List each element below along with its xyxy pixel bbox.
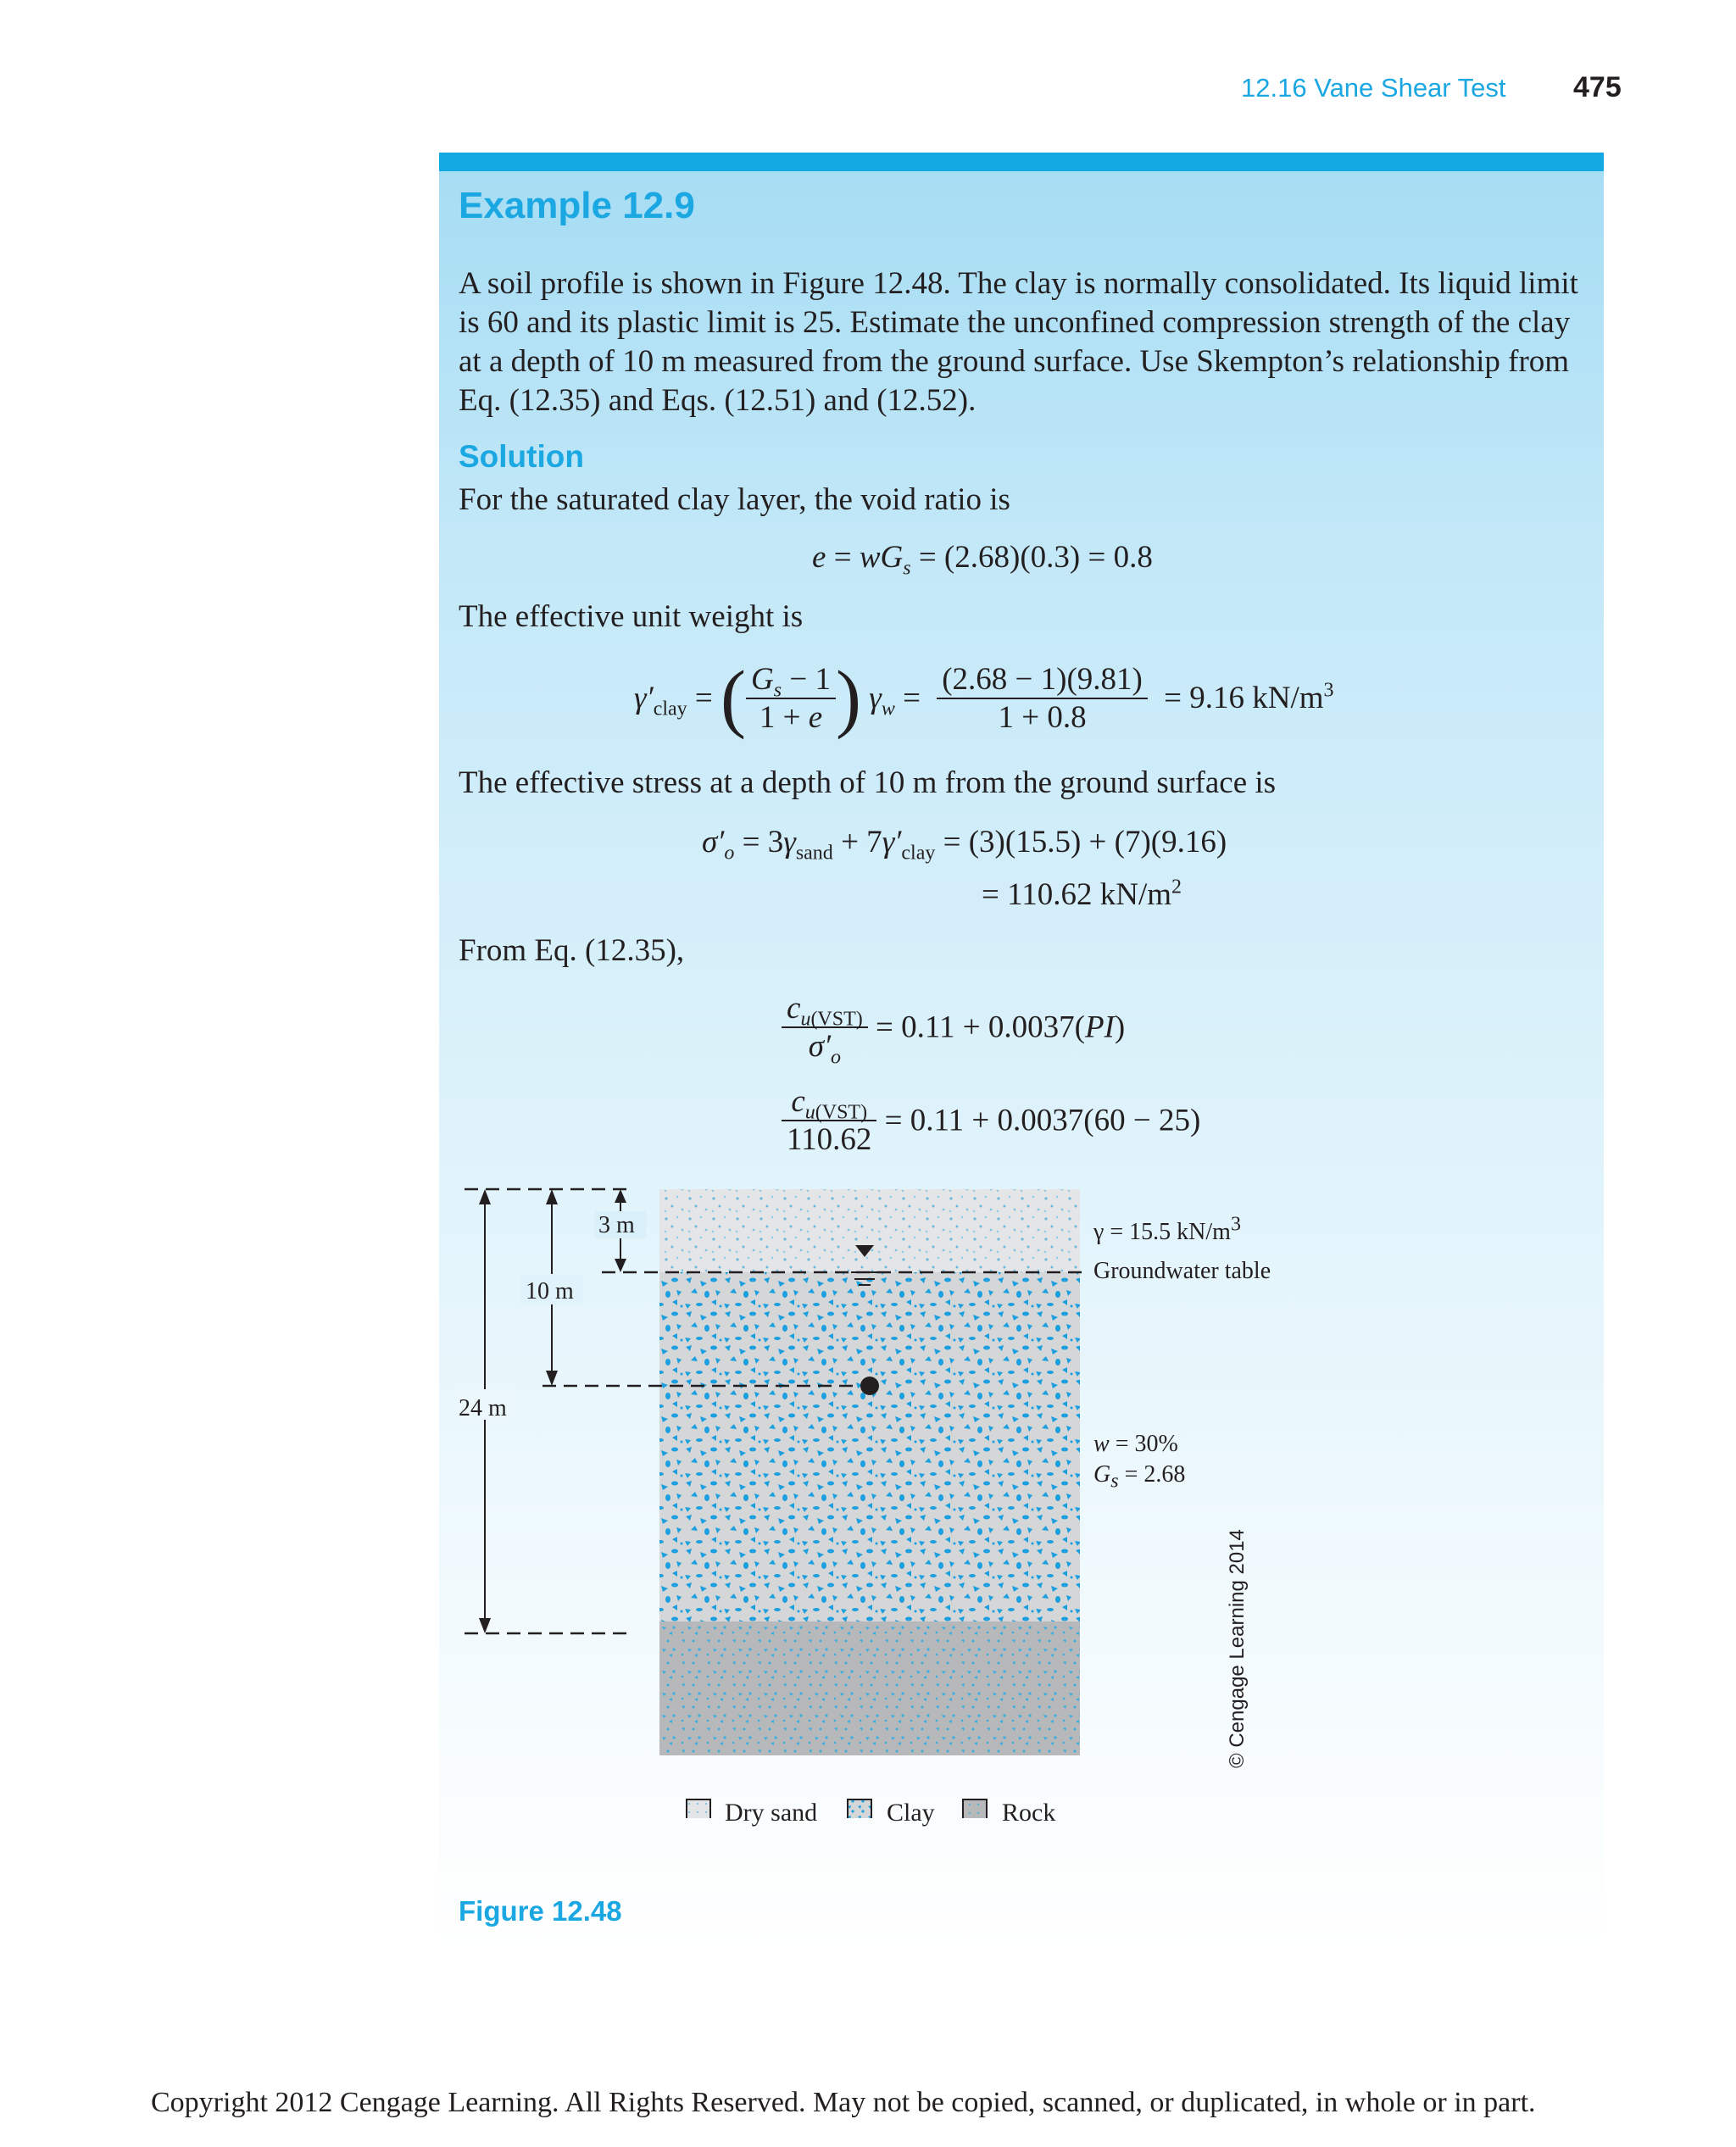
point-at-10m: [860, 1377, 879, 1395]
legend-swatch-dry-sand: [687, 1799, 710, 1818]
legend-swatch-rock: [963, 1799, 987, 1818]
running-header-section: 12.16 Vane Shear Test: [1241, 73, 1506, 103]
rock-layer: [659, 1621, 1080, 1755]
example-title: Example 12.9: [459, 185, 695, 226]
solution-heading: Solution: [459, 439, 584, 474]
void-ratio-equation: $e = wG_s = (2.68)(0.3) = 0.8$: [812, 540, 1153, 580]
figure-credit: © Cengage Learning 2014: [1226, 1529, 1249, 1768]
void-ratio-rhs: = (2.68)(0.3) = 0.8: [910, 540, 1153, 575]
cu-ratio-equation-2: $\frac{c_{u(VST)}}{110.62}$ = 0.11 + 0.0037(60 − 25): [782, 1083, 1200, 1158]
effective-stress-rhs: = (3)(15.5) + (7)(9.16): [943, 825, 1227, 859]
specific-gravity-label: $G_s = 2.68$: [1093, 1461, 1186, 1493]
effective-stress-intro: The effective stress at a depth of 10 m from the ground surface is: [459, 765, 1277, 800]
dry-sand-layer: [659, 1189, 1080, 1272]
gamma-denominator: 1 + 0.8: [937, 698, 1148, 736]
clay-layer: [659, 1272, 1080, 1621]
page-number: 475: [1573, 71, 1622, 103]
footer-copyright: Copyright 2012 Cengage Learning. All Rights Reserved. May not be copied, scanned, or duplicated, in whole or in part.: [151, 2087, 1536, 2118]
effective-stress-equation: $\sigma'_o = 3\gamma_{sand} + 7\gamma'_{clay} = (3)(15.5) + (7)(9.16)$: [702, 825, 1227, 865]
sand-unit-weight-label: γ = 15.5 $kN/m^3$: [1093, 1213, 1241, 1245]
example-box-top-bar: [439, 153, 1604, 171]
gamma-numerator: (2.68 − 1)(9.81): [942, 661, 1143, 697]
void-ratio-intro: For the saturated clay layer, the void ratio is: [459, 482, 1010, 517]
figure-label: Figure 12.48: [459, 1895, 622, 1927]
legend-clay: Clay: [887, 1799, 935, 1827]
effective-unit-weight-equation: $\gamma'_{clay}$ = ( $\frac{G_s - 1}{1 + e}$ ) $\gamma_w$ = $\frac{(2.68 - 1)(9.81)}{1 + 0.8}$ = 9.16 $kN/m^3$: [634, 656, 1334, 740]
unit-weight-intro: The effective unit weight is: [459, 599, 804, 634]
cu-ratio-equation-1: $\frac{c_{u(VST)}}{\sigma'_o}$ = 0.11 + 0.0037(PI): [782, 990, 1125, 1065]
cu-ratio-2-denominator: 110.62: [782, 1120, 876, 1158]
cu-ratio-2-rhs: = 0.11 + 0.0037(60 − 25): [884, 1103, 1201, 1138]
groundwater-table-label: Groundwater table: [1093, 1258, 1271, 1284]
legend-swatch-clay: [848, 1799, 871, 1818]
gamma-result: = 9.16 kN/m: [1164, 681, 1324, 715]
dimension-3m-label: 3 m: [598, 1212, 635, 1238]
legend-rock: Rock: [1002, 1799, 1056, 1827]
moisture-content-label: w = 30%: [1093, 1431, 1178, 1457]
effective-stress-result: = 110.62 $kN/m^2$: [982, 876, 1182, 912]
legend-dry-sand: Dry sand: [725, 1799, 818, 1827]
from-eq-intro: From Eq. (12.35),: [459, 933, 685, 968]
dimension-24m-label: 24 m: [459, 1395, 507, 1421]
dimension-10m-label: 10 m: [526, 1278, 574, 1304]
problem-statement: A soil profile is shown in Figure 12.48. The clay is normally consolidated. Its liquid limit is 60 and its plastic limit is 25. Estimate the unconfined compression strength of the clay at a depth of 10 m measured from the ground surface. Use Skempton’s relationship from Eq. (12.35) and Eqs. (12.51) and (12.52).: [459, 266, 1578, 418]
